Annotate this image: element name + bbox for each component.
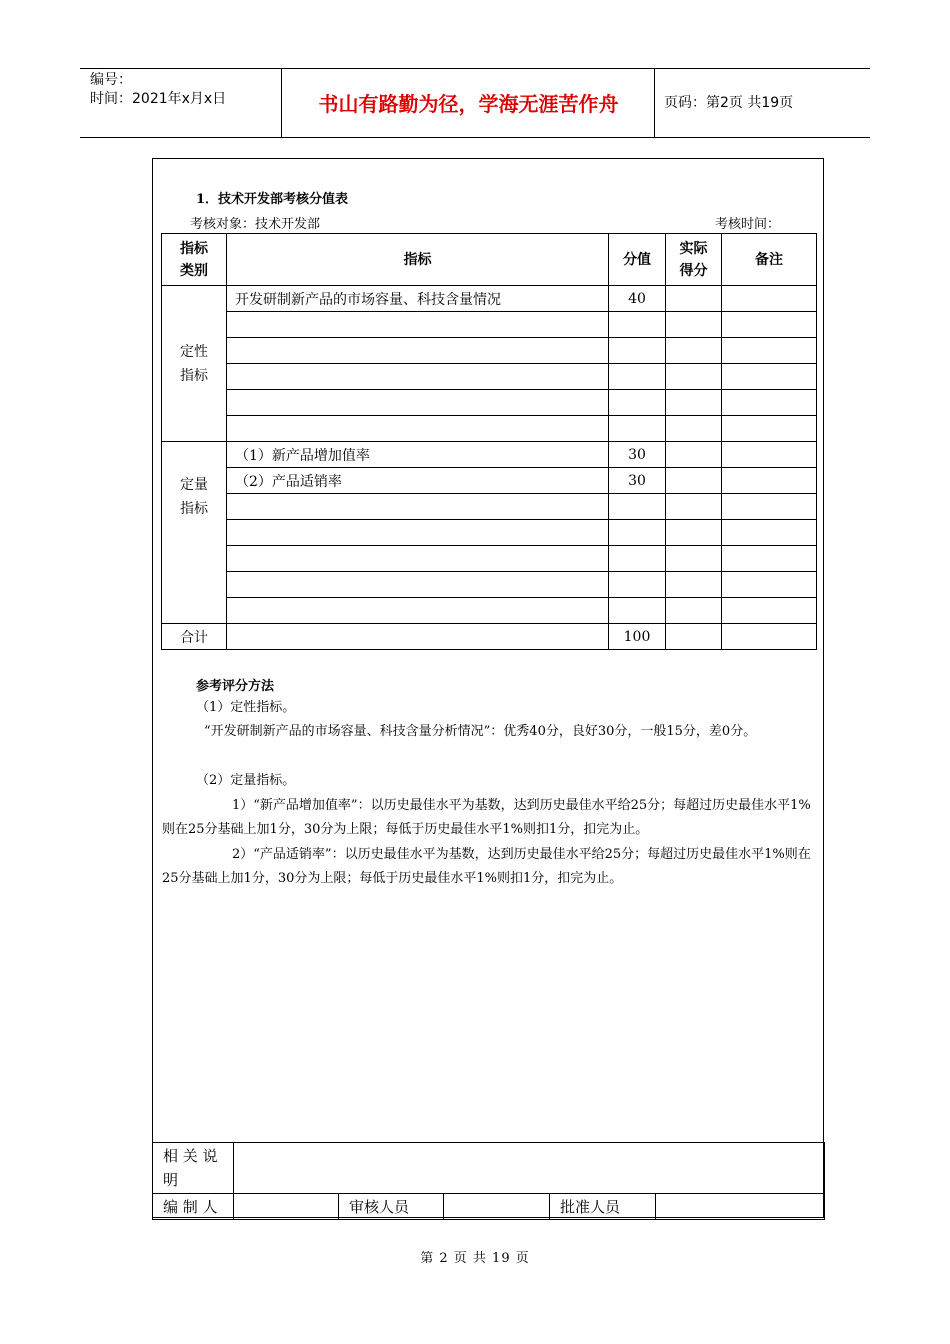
- score-cell: 30: [609, 442, 666, 468]
- actual-cell: [666, 468, 722, 494]
- header-category: 指标类别: [162, 234, 227, 286]
- table-header-row: [162, 234, 817, 286]
- method-paragraph: 2）“产品适销率”：以历史最佳水平为基数，达到历史最佳水平给25分；每超过历史最佳水平1%则在25分基础上加1分，30分为上限；每低于历史最佳水平1%则扣1分，扣完为止。: [162, 847, 811, 886]
- approver-label: 批准人员: [550, 1194, 656, 1220]
- indicator-cell: （1）新产品增加值率: [227, 442, 609, 468]
- time-label: 时间：2021年x月x日: [90, 91, 227, 107]
- page-number: 第 2 页 共 19 页: [420, 1251, 530, 1266]
- table-row: [162, 364, 817, 390]
- assessment-target: 考核对象：技术开发部: [190, 217, 321, 232]
- editor-label: 编 制 人: [153, 1194, 234, 1220]
- related-label: 相 关 说 明: [153, 1143, 234, 1194]
- actual-cell: [666, 286, 722, 312]
- category-qualitative: 定性指标: [162, 286, 227, 442]
- total-score: 100: [609, 624, 666, 650]
- actual-cell: [666, 442, 722, 468]
- method-paragraph: 1）“新产品增加值率”：以历史最佳水平为基数，达到历史最佳水平给25分；每超过历史最佳水平1%则在25分基础上加1分，30分为上限；每低于历史最佳水平1%则扣1分，扣完为止。: [162, 798, 811, 837]
- page-label: 页码：第2页 共19页: [664, 95, 794, 111]
- header-actual: 实际得分: [666, 234, 722, 286]
- number-label: 编号：: [90, 72, 132, 88]
- editor-value[interactable]: [234, 1194, 339, 1220]
- total-label: 合计: [162, 624, 227, 650]
- signoff-table: [152, 1142, 825, 1220]
- score-cell: 30: [609, 468, 666, 494]
- table-row: [162, 390, 817, 416]
- score-table: [161, 233, 817, 650]
- table-row: [162, 546, 817, 572]
- table-row: [162, 468, 817, 494]
- table-row: [162, 338, 817, 364]
- total-row: [162, 624, 817, 650]
- header-motto: 书山有路勤为径，学海无涯苦作舟: [318, 92, 619, 116]
- note-cell: [722, 468, 817, 494]
- table-row: [162, 520, 817, 546]
- header-score: 分值: [609, 234, 666, 286]
- signoff-row: [153, 1194, 825, 1220]
- method-paragraph: （2）定量指标。: [196, 773, 296, 788]
- section-title: 1．技术开发部考核分值表: [196, 192, 349, 207]
- indicator-cell: （2）产品适销率: [227, 468, 609, 494]
- table-row: [162, 286, 817, 312]
- note-cell: [722, 286, 817, 312]
- method-paragraph: “开发研制新产品的市场容量、科技含量分析情况”：优秀40分，良好30分，一般15分，差0分。: [204, 724, 757, 739]
- header-indicator: 指标: [227, 234, 609, 286]
- reviewer-label: 审核人员: [339, 1194, 444, 1220]
- category-quantitative: 定量指标: [162, 442, 227, 624]
- table-row: [162, 442, 817, 468]
- approver-value[interactable]: [656, 1194, 825, 1220]
- table-row: [162, 494, 817, 520]
- table-row: [162, 416, 817, 442]
- method-paragraph: （1）定性指标。: [196, 700, 296, 715]
- related-row: [153, 1143, 825, 1194]
- method-title: 参考评分方法: [196, 679, 275, 694]
- header-note: 备注: [722, 234, 817, 286]
- note-cell: [722, 442, 817, 468]
- related-content[interactable]: [234, 1143, 825, 1194]
- table-row: [162, 312, 817, 338]
- header-meta: [90, 71, 226, 109]
- table-row: [162, 598, 817, 624]
- table-row: [162, 572, 817, 598]
- assessment-time: 考核时间：: [715, 217, 781, 232]
- reviewer-value[interactable]: [444, 1194, 550, 1220]
- indicator-cell: 开发研制新产品的市场容量、科技含量情况: [227, 286, 609, 312]
- score-cell: 40: [609, 286, 666, 312]
